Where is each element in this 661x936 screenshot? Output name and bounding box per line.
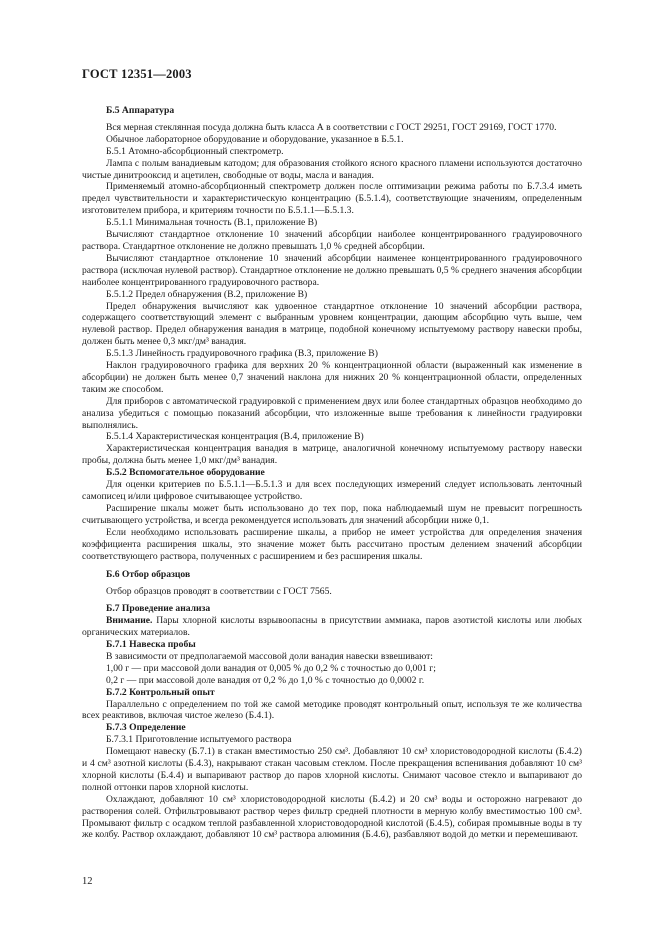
body-paragraph: Б.5.1 Атомно-абсорбционный спектрометр. [106, 145, 284, 157]
body-paragraph: Б.5.1.2 Предел обнаружения (В.2, приложение В) [106, 288, 308, 300]
body-paragraph [82, 615, 582, 639]
body-paragraph: Обычное лабораторное оборудование и оборудование, указанное в Б.5.1. [106, 133, 404, 145]
body-paragraph: Для оценки критериев по Б.5.1.1—Б.5.1.3 и для всех последующих измерений следует использовать ленточный самописец и/или цифровое считывающее устройство. [82, 479, 582, 502]
body-paragraph: Если необходимо использовать расширение шкалы, а прибор не имеет устройства для определения значения коэффициента расширения шкалы, это значение может быть рассчитано простым делением значений абсорбции соответствующего раствора, полученных с расширением и без расширения шкалы. [82, 526, 582, 562]
section-heading: Б.7.2 Контрольный опыт [106, 686, 215, 698]
paragraph-text: Пары хлорной кислоты взрывоопасны в присутствии аммиака, паров азотистой кислоты или любых органических материалов. [82, 615, 582, 639]
section-heading: Б.6 Отбор образцов [106, 569, 191, 581]
body-paragraph: Расширение шкалы может быть использовано до тех пор, пока наблюдаемый шум не превысит погрешность считывающего устройства, и всегда рекомендуется использовать для значений абсорбции ниже 0,1. [82, 502, 582, 526]
body-paragraph: 1,00 г — при массовой доли ванадия от 0,005 % до 0,2 % с точностью до 0,001 г; [106, 662, 436, 674]
body-paragraph: Б.5.1.1 Минимальная точность (В.1, приложение В) [106, 217, 318, 229]
body-paragraph: Охлаждают, добавляют 10 см³ хлористоводородной кислоты (Б.4.2) и 20 см³ воды и осторожно нагревают до растворения солей. Отфильтровывают раствор через фильтр средней плотности в мерную колбу вместимостью 100 см³. Промывают фильтр с осадком теплой разбавленной хлористоводородной кислотой (Б.4.5), собирая промывные воды в ту же колбу. Раствор охлаждают, добавляют 10 см³ раствора алюминия (Б.4.6), разбавляют водой до метки и перемешивают. [82, 793, 582, 841]
section-heading: Б.5.2 Вспомогательное оборудование [106, 467, 265, 479]
document-body [82, 98, 582, 841]
body-paragraph: В зависимости от предполагаемой массовой доли ванадия навески взвешивают: [106, 650, 433, 662]
section-heading: Б.7 Проведение анализа [106, 603, 211, 615]
body-paragraph: Отбор образцов проводят в соответствии с ГОСТ 7565. [106, 586, 332, 598]
body-paragraph: Для приборов с автоматической градуировкой с применением двух или более стандартных образцов необходимо до анализа убедиться с помощью показаний абсорбции, что изложенные выше требования к линейности градуировки выполнялись. [82, 395, 582, 431]
body-paragraph: Предел обнаружения вычисляют как удвоенное стандартное отклонение 10 значений абсорбции раствора, содержащего соответствующий элемент с выбранным уровнем концентрации, дающим абсорбцию чуть выше, чем нулевой раствор. Предел обнаружения ванадия в матрице, подобной конечному испытуемому раствору навески пробы, должен быть менее 0,3 мкг/дм³ ванадия. [82, 300, 582, 348]
body-paragraph: Наклон градуировочного графика для верхних 20 % концентрационной области (выраженный как изменение в абсорбции) не должен быть менее 0,7 значений наклона для нижних 20 % концентрационной области, определенных таким же способом. [82, 360, 582, 395]
body-paragraph: Помещают навеску (Б.7.1) в стакан вместимостью 250 см³. Добавляют 10 см³ хлористоводородной кислоты (Б.4.2) и 4 см³ азотной кислоты (Б.4.3), накрывают стакан часовым стеклом. После прекращения вспенивания добавляют 10 см³ хлорной кислоты (Б.4.4) и выпаривают раствор до паров хлорной кислоты. Снимают часовое стекло и выпаривают до полной оттонки паров хлорной кислоты. [82, 746, 582, 793]
body-paragraph: Характеристическая концентрация ванадия в матрице, аналогичной конечному испытуемому раствору навески пробы, должна быть менее 1,0 мкг/дм³ ванадия. [82, 443, 582, 467]
body-paragraph: Вся мерная стеклянная посуда должна быть класса А в соответствии с ГОСТ 29251, ГОСТ 29169, ГОСТ 1770. [106, 121, 557, 133]
body-paragraph: Вычисляют стандартное отклонение 10 значений абсорбции наиболее концентрированного градуировочного раствора. Стандартное отклонение не должно превышать 1,0 % средней абсорбции. [82, 229, 582, 252]
body-paragraph: Б.7.3.1 Приготовление испытуемого раствора [106, 734, 292, 746]
section-heading: Б.7.1 Навеска пробы [106, 638, 196, 650]
body-paragraph: Б.5.1.3 Линейность градуировочного графика (В.3, приложение В) [106, 348, 378, 360]
body-paragraph: Б.5.1.4 Характеристическая концентрация (В.4, приложение В) [106, 431, 364, 443]
document-header: ГОСТ 12351—2003 [82, 67, 192, 81]
section-heading: Б.7.3 Определение [106, 722, 186, 734]
body-paragraph: Лампа с полым ванадиевым катодом; для образования стойкого ясного красного пламени используются достаточно чистые динитрооксид и ацетилен, свободные от воды, масла и ванадия. [82, 157, 582, 181]
body-paragraph: Применяемый атомно-абсорбционный спектрометр должен после оптимизации режима работы по Б.7.3.4 иметь предел чувствительности и характеристическую концентрацию (Б.5.1.4), соответствующие значениям, определенным изготовителем прибора, и критериям точности по Б.5.1.1—Б.5.1.3. [82, 181, 582, 217]
body-paragraph: Вычисляют стандартное отклонение 10 значений абсорбции наименее концентрированного градуировочного раствора (исключая нулевой раствор). Стандартное отклонение не должно превышать 0,5 % среднего значения абсорбции наиболее концентрированного градуировочного раствора. [82, 252, 582, 288]
body-paragraph: 0,2 г — при массовой доле ванадия от 0,2 % до 1,0 % с точностью до 0,0002 г. [106, 674, 425, 686]
body-paragraph: Параллельно с определением по той же самой методике проводят контрольный опыт, используя те же количества всех реактивов, включая чистое железо (Б.4.1). [82, 698, 582, 722]
page-number: 12 [82, 876, 93, 887]
section-heading: Б.5 Аппаратура [106, 105, 175, 116]
warning-lead: Внимание. [106, 615, 153, 627]
